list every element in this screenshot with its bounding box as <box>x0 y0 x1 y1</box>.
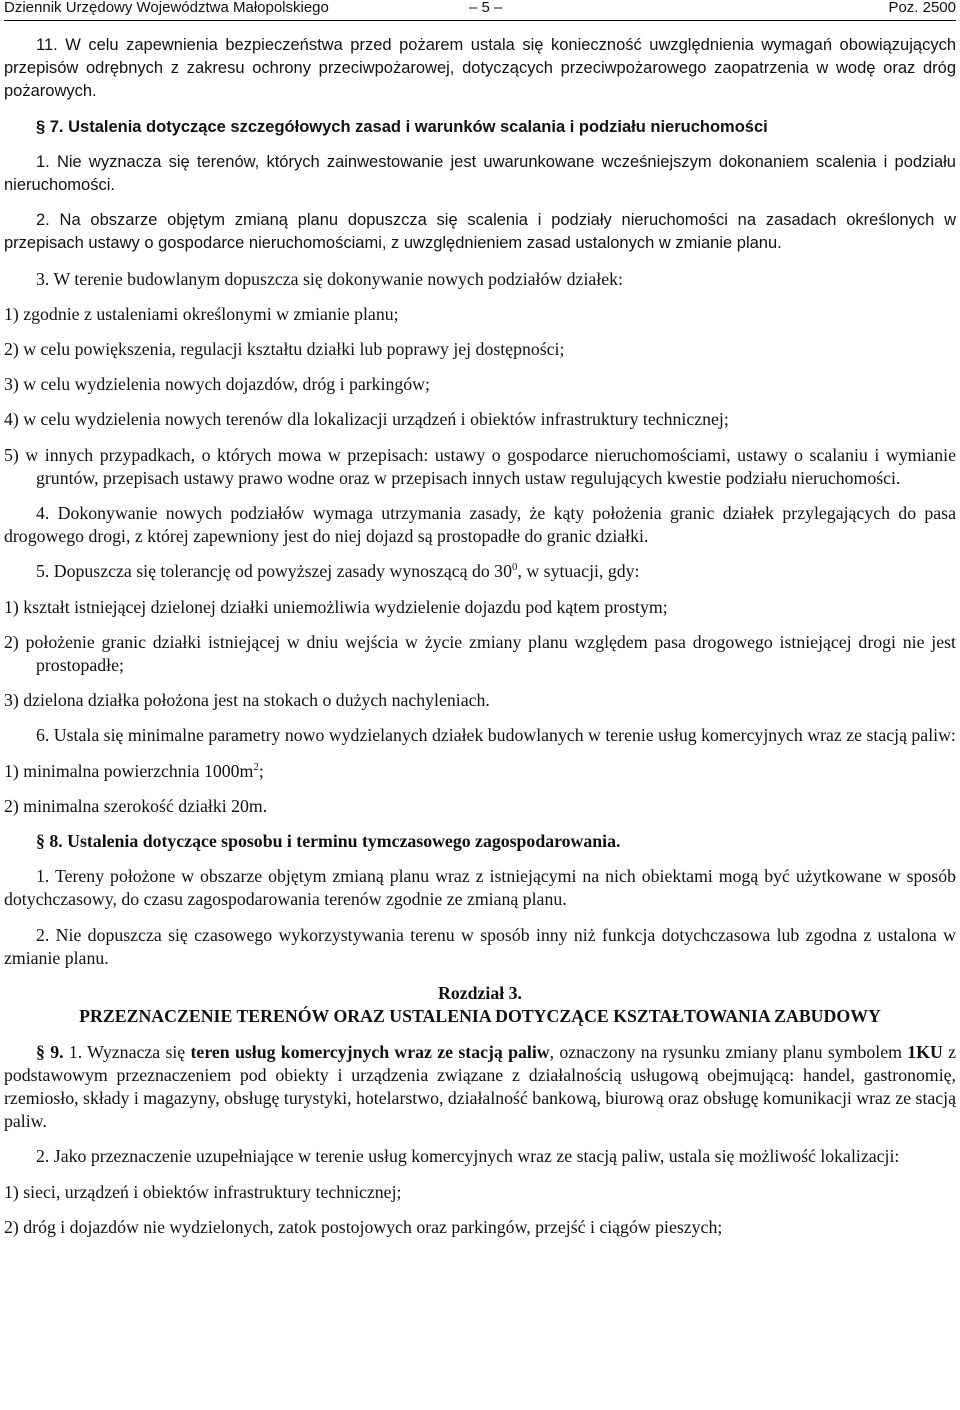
paragraph-5-text: 5. Dopuszcza się tolerancję od powyższej zasady wynoszącą do 30 <box>36 561 512 582</box>
s9-text-c: , oznaczony na rysunku zmiany planu symbolem <box>549 1041 908 1062</box>
list-item: 3) w celu wydzielenia nowych dojazdów, dróg i parkingów; <box>4 374 430 395</box>
section-7-title: § 7. Ustalenia dotyczące szczegółowych zasad i warunków scalania i podziału nieruchomości <box>36 117 768 136</box>
chapter-label: Rozdział 3. <box>438 983 522 1004</box>
list-item: 3) dzielona działka położona jest na stokach o dużych nachyleniach. <box>4 690 490 711</box>
list-item: 2) dróg i dojazdów nie wydzielonych, zatok postojowych oraz parkingów, przejść i ciągów pieszych; <box>4 1216 723 1237</box>
list-item: 1) sieci, urządzeń i obiektów infrastruktury technicznej; <box>4 1181 402 1202</box>
journal-title: Dziennik Urzędowy Województwa Małopolskiego <box>4 0 329 16</box>
area-text: 1) minimalna powierzchnia 1000m <box>4 760 254 781</box>
page-number: – 5 – <box>469 0 503 16</box>
section-7-paragraph-3: 3. W terenie budowlanym dopuszcza się dokonywanie nowych podziałów działek: <box>36 268 623 289</box>
list-item: 2) minimalna szerokość działki 20m. <box>4 795 268 816</box>
list-item <box>4 760 956 783</box>
list-item: 1) kształt istniejącej dzielonej działki uniemożliwia wydzielenie dojazdu pod kątem prostym; <box>4 596 668 617</box>
section-7-paragraph-2: 2. Na obszarze objętym zmianą planu dopuszcza się scalenia i podziały nieruchomości na zasadach określonych w przepisach ustawy o gospodarce nieruchomościami, z uwzględnieniem zasad ustalonych w zmianie planu. <box>4 211 956 253</box>
list-item: 4) w celu wydzielenia nowych terenów dla lokalizacji urządzeń i obiektów infrastruktury technicznej; <box>4 409 729 430</box>
section-7-paragraph-5 <box>4 560 956 583</box>
area-tail: ; <box>258 760 264 781</box>
document-body <box>4 34 956 1251</box>
section-7-paragraph-6: 6. Ustala się minimalne parametry nowo wydzielanych działek budowlanych w terenie usług komercyjnych wraz ze stacją paliw: <box>36 725 956 746</box>
zone-symbol: 1KU <box>907 1041 943 1062</box>
chapter-title: PRZEZNACZENIE TERENÓW ORAZ USTALENIA DOTYCZĄCE KSZTAŁTOWANIA ZABUDOWY <box>79 1006 881 1027</box>
list-item: 1) zgodnie z ustaleniami określonymi w zmianie planu; <box>4 303 399 324</box>
list-item: 2) w celu powiększenia, regulacji kształtu działki lub poprawy jej dostępności; <box>4 339 565 360</box>
section-9-paragraph-1 <box>4 1041 956 1134</box>
list-item: 2) położenie granic działki istniejącej w dniu wejścia w życie zmiany planu względem pasa drogowego istniejącej drogi nie jest prostopadłe; <box>4 631 956 676</box>
section-8-paragraph-2: 2. Nie dopuszcza się czasowego wykorzystywania terenu w sposób inny niż funkcja dotychczasowa lub zgodna z ustalona w zmianie planu. <box>4 924 956 968</box>
section-8-title: § 8. Ustalenia dotyczące sposobu i terminu tymczasowego zagospodarowania. <box>36 831 621 852</box>
degree-superscript: 0 <box>511 561 518 574</box>
position-number: Poz. 2500 <box>888 0 956 16</box>
zone-name: teren usług komercyjnych wraz ze stacją paliw <box>190 1041 550 1062</box>
paragraph-5-tail: , w sytuacji, gdy: <box>517 561 640 582</box>
section-9-number: § 9. <box>36 1041 64 1062</box>
list-item: 5) w innych przypadkach, o których mowa w przepisach: ustawy o gospodarce nieruchomościami, ustawy o scalaniu i wymianie gruntów, przepisach ustawy prawo wodne oraz w przepisach innych ustaw regulujących kwestie podziału nieruchomości. <box>4 444 956 488</box>
section-8-paragraph-1: 1. Tereny położone w obszarze objętym zmianą planu wraz z istniejącymi na nich obiektami mogą być użytkowane w sposób dotychczasowy, do czasu zagospodarowania terenów zgodnie ze zmianą planu. <box>4 866 956 910</box>
s9-text-a: 1. Wyznacza się <box>63 1041 191 1062</box>
section-7-paragraph-4: 4. Dokonywanie nowych podziałów wymaga utrzymania zasady, że kąty położenia granic działek przylegających do pasa drogowego drogi, z której zapewniony jest do niej dojazd są prostopadłe do granic działki. <box>4 503 956 547</box>
s9-text-e: z podstawowym przeznaczeniem pod obiekty i urządzenia związane z działalnością usługową obejmującą: handel, gastronomię, rzemiosło, składy i magazyny, obsługę turystyki, hotelarstwo, działalność bankową, biurową oraz obsługę komunikacji wraz ze stacją paliw. <box>4 1041 956 1132</box>
square-superscript: 2 <box>253 760 259 773</box>
paragraph-11: 11. W celu zapewnienia bezpieczeństwa przed pożarem ustala się konieczność uwzględnienia wymagań obowiązujących przepisów odrębnych z zakresu ochrony przeciwpożarowej, dotyczących przeciwpożarowego zaopatrzenia w wodę oraz dróg pożarowych. <box>4 36 956 101</box>
running-header <box>4 0 956 21</box>
section-9-paragraph-2: 2. Jako przeznaczenie uzupełniające w terenie usług komercyjnych wraz ze stacją paliw, ustala się możliwość lokalizacji: <box>36 1146 900 1167</box>
section-7-paragraph-1: 1. Nie wyznacza się terenów, których zainwestowanie jest uwarunkowane wcześniejszym dokonaniem scalenia i podziału nieruchomości. <box>4 152 956 195</box>
